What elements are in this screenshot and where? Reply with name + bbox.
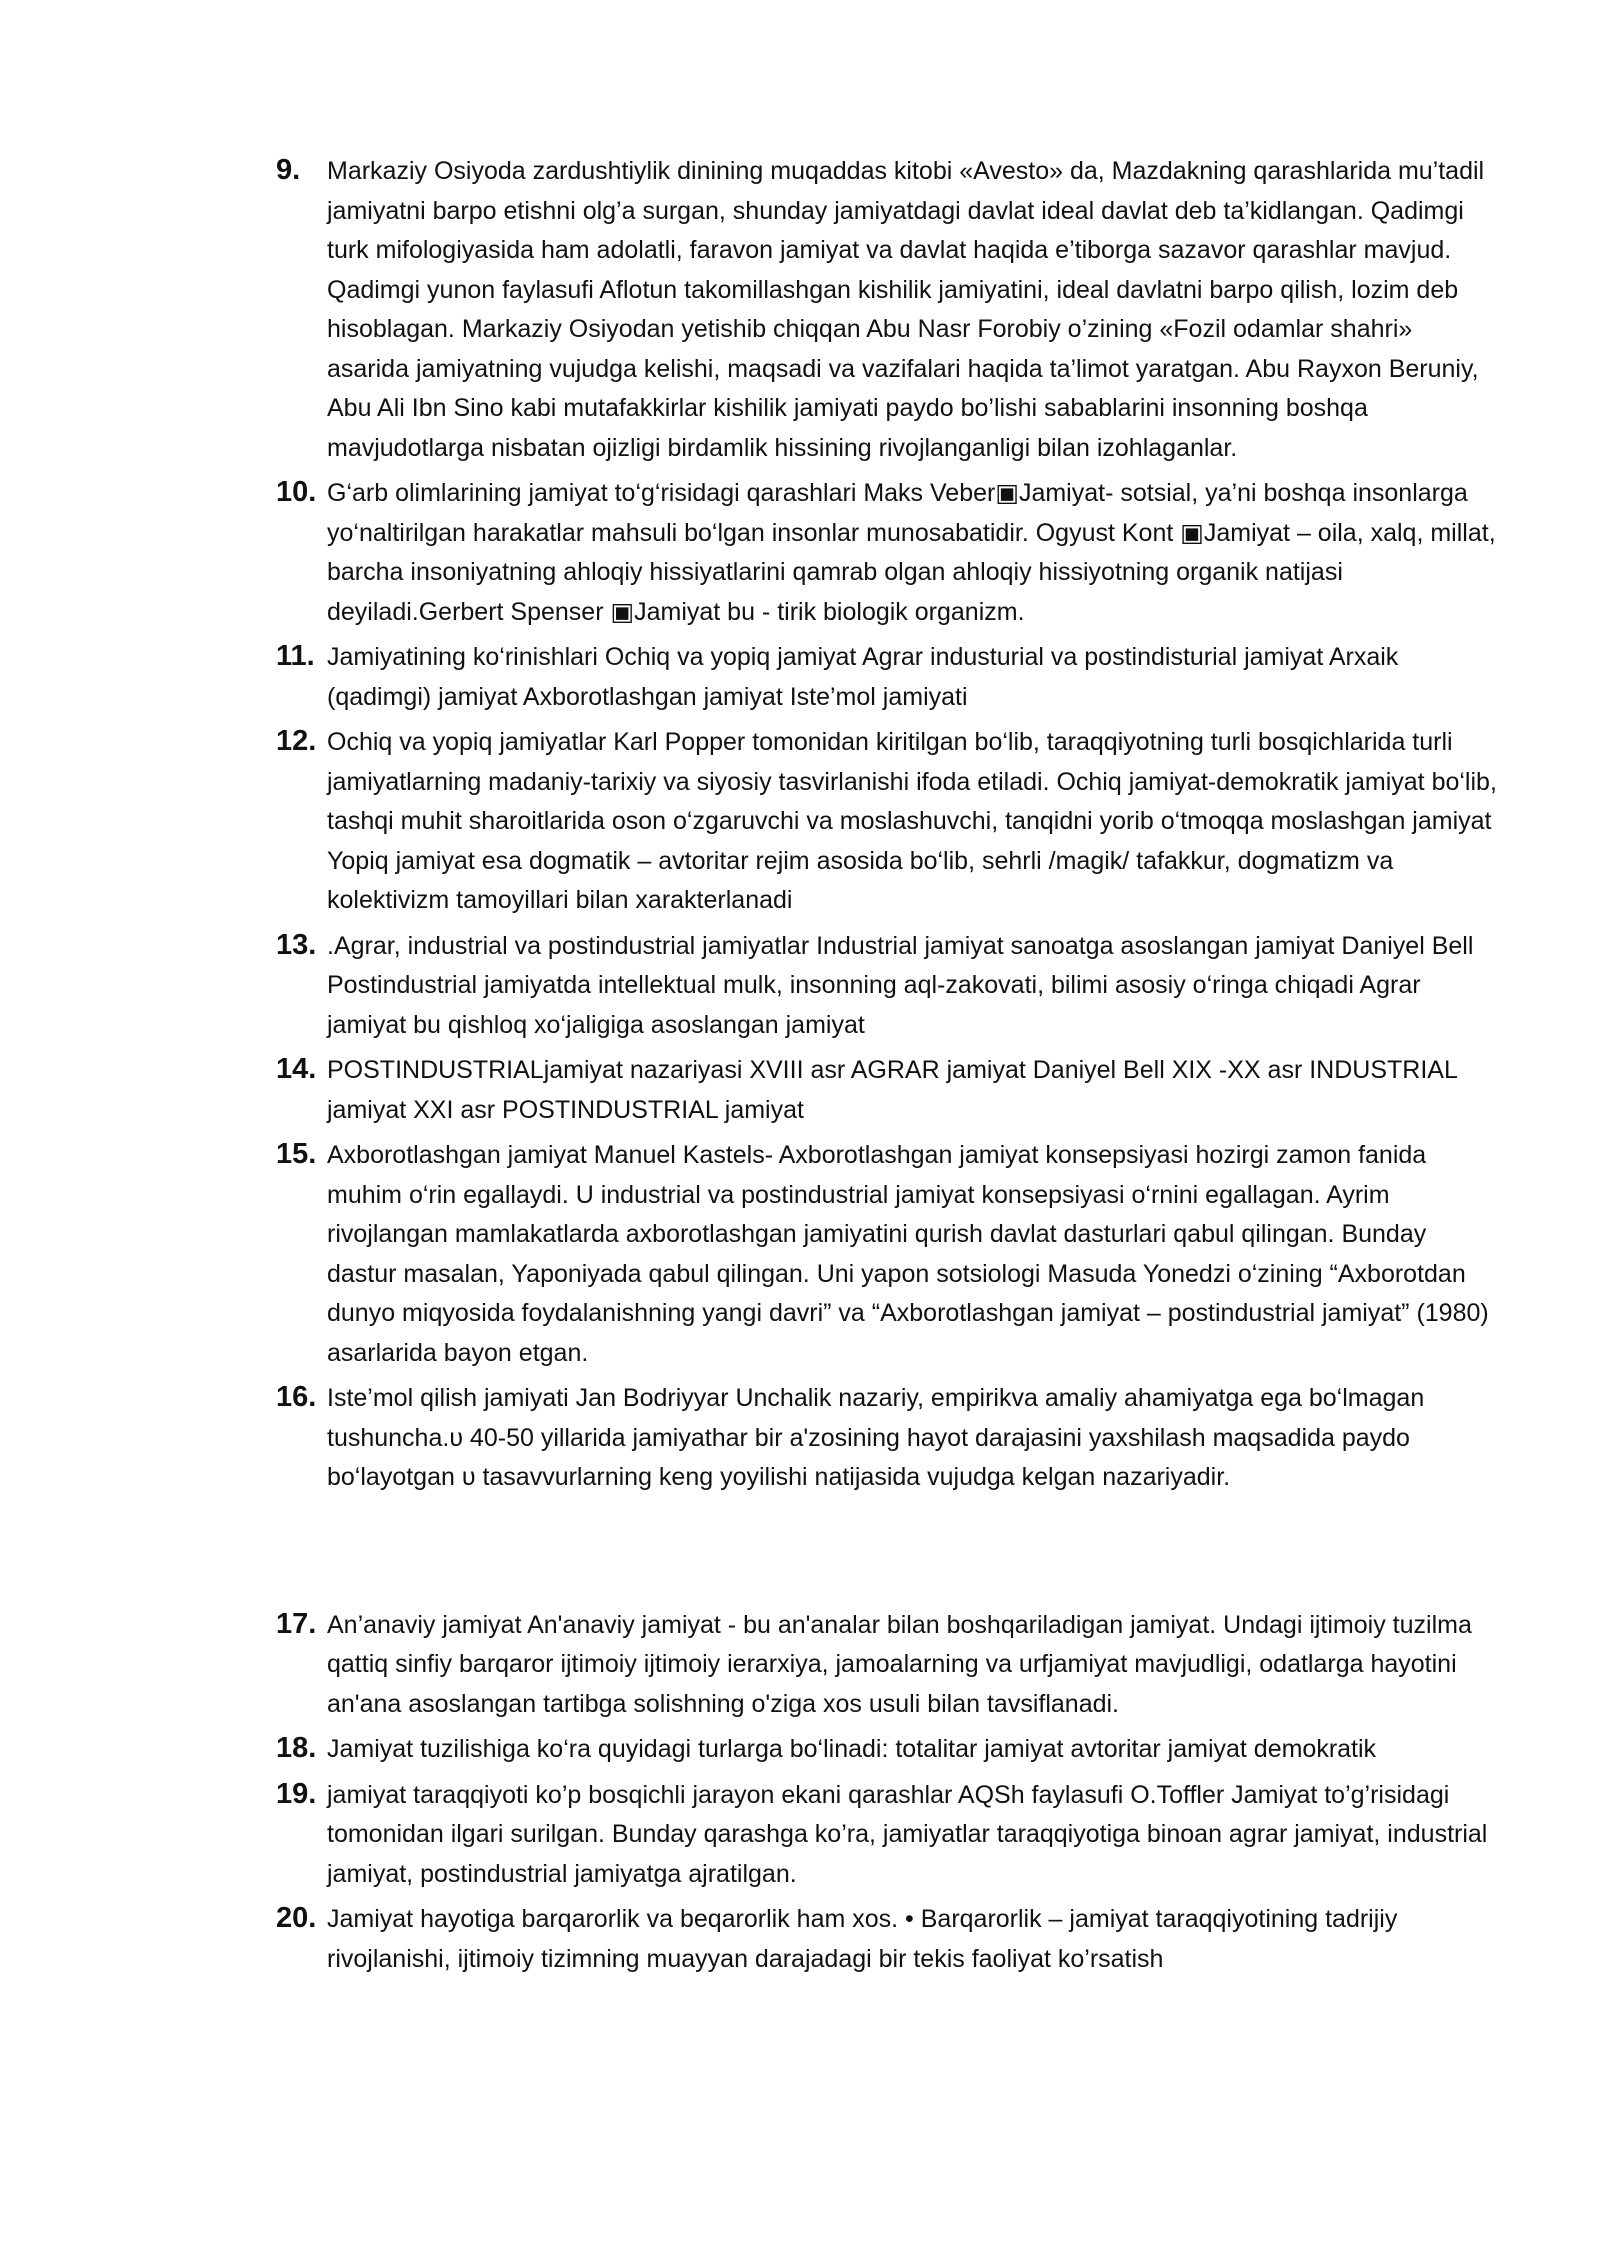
- numbered-list: [276, 152, 1500, 1979]
- list-item: [276, 1776, 1500, 1895]
- list-item: [276, 723, 1500, 921]
- item-text: POSTINDUSTRIALjamiyat nazariyasi XVIII asr AGRAR jamiyat Daniyel Bell XIX -XX asr INDUSTRIAL jamiyat XXI asr POSTINDUSTRIAL jamiyat: [327, 1056, 1457, 1124]
- list-item: [276, 152, 1500, 468]
- item-text: Axborotlashgan jamiyat Manuel Kastels- Axborotlashgan jamiyat konsepsiyasi hozirgi zamon fanida muhim o‘rin egallaydi. U industrial va postindustrial jamiyat konsepsiyasi o‘rnini egallagan. Ayrim rivojlangan mamlakatlarda axborotlashgan jamiyatini qurish davlat dasturlari qabul qilingan. Bunday dastur masalan, Yaponiyada qabul qilingan. Uni yapon sotsiologi Masuda Yonedzi o‘zining “Axborotdan dunyo miqyosida foydalanishning yangi davri” va “Axborotlashgan jamiyat – postindustrial jamiyat” (1980) asarlarida bayon etgan.: [327, 1141, 1489, 1367]
- item-number: 20.: [276, 1902, 317, 1934]
- list-item: [276, 927, 1500, 1046]
- list-item: [276, 1900, 1500, 1979]
- item-number: 19.: [276, 1777, 317, 1810]
- item-number: 13.: [276, 928, 317, 961]
- item-number: 16.: [276, 1381, 317, 1413]
- item-text: Iste’mol qilish jamiyati Jan Bodriyyar Unchalik nazariy, empirikva amaliy ahamiyatga ega bo‘lmagan tushuncha.υ 40-50 yillarida jamiyathar bir a'zosining hayot darajasini yaxshilash maqsadida paydo bo‘layotgan υ tasavvurlarning keng yoyilishi natijasida vujudga kelgan nazariyadir.: [327, 1384, 1425, 1491]
- item-text: Jamiyat hayotiga barqarorlik va beqarorlik ham xos. • Barqarorlik – jamiyat taraqqiyotining tadrijiy rivojlanishi, ijtimoiy tizimning muayyan darajadagi bir tekis faoliyat ko’rsatish: [327, 1905, 1398, 1973]
- list-item: [276, 1606, 1500, 1725]
- list-item: [276, 474, 1500, 632]
- item-number: 14.: [276, 1053, 317, 1085]
- item-text: G‘arb olimlarining jamiyat to‘g‘risidagi qarashlari Maks Veber▣Jamiyat- sotsial, ya’ni boshqa insonlarga yo‘naltirilgan harakatlar mahsuli bo‘lgan insonlar munosabatidir. Ogyust Kont ▣Jamiyat – oila, xalq, millat, barcha insoniyatning ahloqiy hissiyatlarini qamrab olgan ahloqiy hissiyotning organik natijasi deyiladi.Gerbert Spenser ▣Jamiyat bu - tirik biologik organizm.: [327, 479, 1496, 626]
- item-number: 11.: [276, 640, 315, 672]
- list-item: [276, 1730, 1500, 1770]
- item-text: .Agrar, industrial va postindustrial jamiyatlar Industrial jamiyat sanoatga asoslangan jamiyat Daniyel Bell Postindustrial jamiyatda intellektual mulk, insonning aql-zakovati, bilimi asosiy o‘ringa chiqadi Agrar jamiyat bu qishloq xo‘jaligiga asoslangan jamiyat: [327, 931, 1474, 1039]
- item-text: Ochiq va yopiq jamiyatlar Karl Popper tomonidan kiritilgan bo‘lib, taraqqiyotning turli bosqichlarida turli jamiyatlarning madaniy-tarixiy va siyosiy tasvirlanishi ifoda etiladi. Ochiq jamiyat-demokratik jamiyat bo‘lib, tashqi muhit sharoitlarida oson o‘zgaruvchi va moslashuvchi, tanqidni yorib o‘tmoqqa moslashgan jamiyat Yopiq jamiyat esa dogmatik – avtoritar rejim asosida bo‘lib, sehrli /magik/ tafakkur, dogmatizm va kolektivizm tamoyillari bilan xarakterlanadi: [327, 728, 1497, 914]
- item-text: jamiyat taraqqiyoti ko’p bosqichli jarayon ekani qarashlar AQSh faylasufi O.Toffler Jamiyat to’g’risidagi tomonidan ilgari surilgan. Bunday qarashga ko’ra, jamiyatlar taraqqiyotiga binoan agrar jamiyat, industrial jamiyat, postindustrial jamiyatga ajratilgan.: [327, 1780, 1488, 1888]
- item-number: 17.: [276, 1607, 317, 1640]
- item-text: Markaziy Osiyoda zardushtiylik dinining muqaddas kitobi «Avesto» da, Mazdakning qarashlarida mu’tadil jamiyatni barpo etishni olg’a surgan, shunday jamiyatdagi davlat ideal davlat deb ta’kidlangan. Qadimgi turk mifologiyasida ham adolatli, faravon jamiyat va davlat haqida e’tiborga sazavor qarashlar mavjud. Qadimgi yunon faylasufi Aflotun takomillashgan kishilik jamiyatini, ideal davlatni barpo qilish, lozim deb hisoblagan. Markaziy Osiyodan yetishib chiqqan Abu Nasr Forobiy o’zining «Fozil odamlar shahri» asarida jamiyatning vujudga kelishi, maqsadi va vazifalari haqida ta’limot yaratgan. Abu Rayxon Beruniy, Abu Ali Ibn Sino kabi mutafakkirlar kishilik jamiyati paydo bo’lishi sabablarini insonning boshqa mavjudotlarga nisbatan ojizligi birdamlik hissining rivojlanganligi bilan izohlaganlar.: [327, 157, 1485, 462]
- item-number: 12.: [276, 725, 317, 757]
- item-text: Jamiyatining ko‘rinishlari Ochiq va yopiq jamiyat Agrar industurial va postindisturial jamiyat Arxaik (qadimgi) jamiyat Axborotlashgan jamiyat Iste’mol jamiyati: [327, 643, 1399, 711]
- list-item: [276, 638, 1500, 717]
- list-item: [276, 1136, 1500, 1373]
- item-text: An’anaviy jamiyat An'anaviy jamiyat - bu an'analar bilan boshqariladigan jamiyat. Undagi ijtimoiy tuzilma qattiq sinfiy barqaror ijtimoiy ijtimoiy ierarxiya, jamoalarning va urfjamiyat mavjudligi, odatlarga hayotini an'ana asoslangan tartibga solishning o'ziga xos usuli bilan tavsiflanadi.: [327, 1610, 1472, 1718]
- item-number: 15.: [276, 1138, 317, 1170]
- list-item: [276, 1379, 1500, 1498]
- item-number: 9.: [276, 154, 301, 186]
- item-number: 18.: [276, 1732, 317, 1764]
- list-item: [276, 1051, 1500, 1130]
- item-text: Jamiyat tuzilishiga ko‘ra quyidagi turlarga bo‘linadi: totalitar jamiyat avtoritar jamiyat demokratik: [327, 1735, 1377, 1763]
- item-number: 10.: [276, 476, 317, 508]
